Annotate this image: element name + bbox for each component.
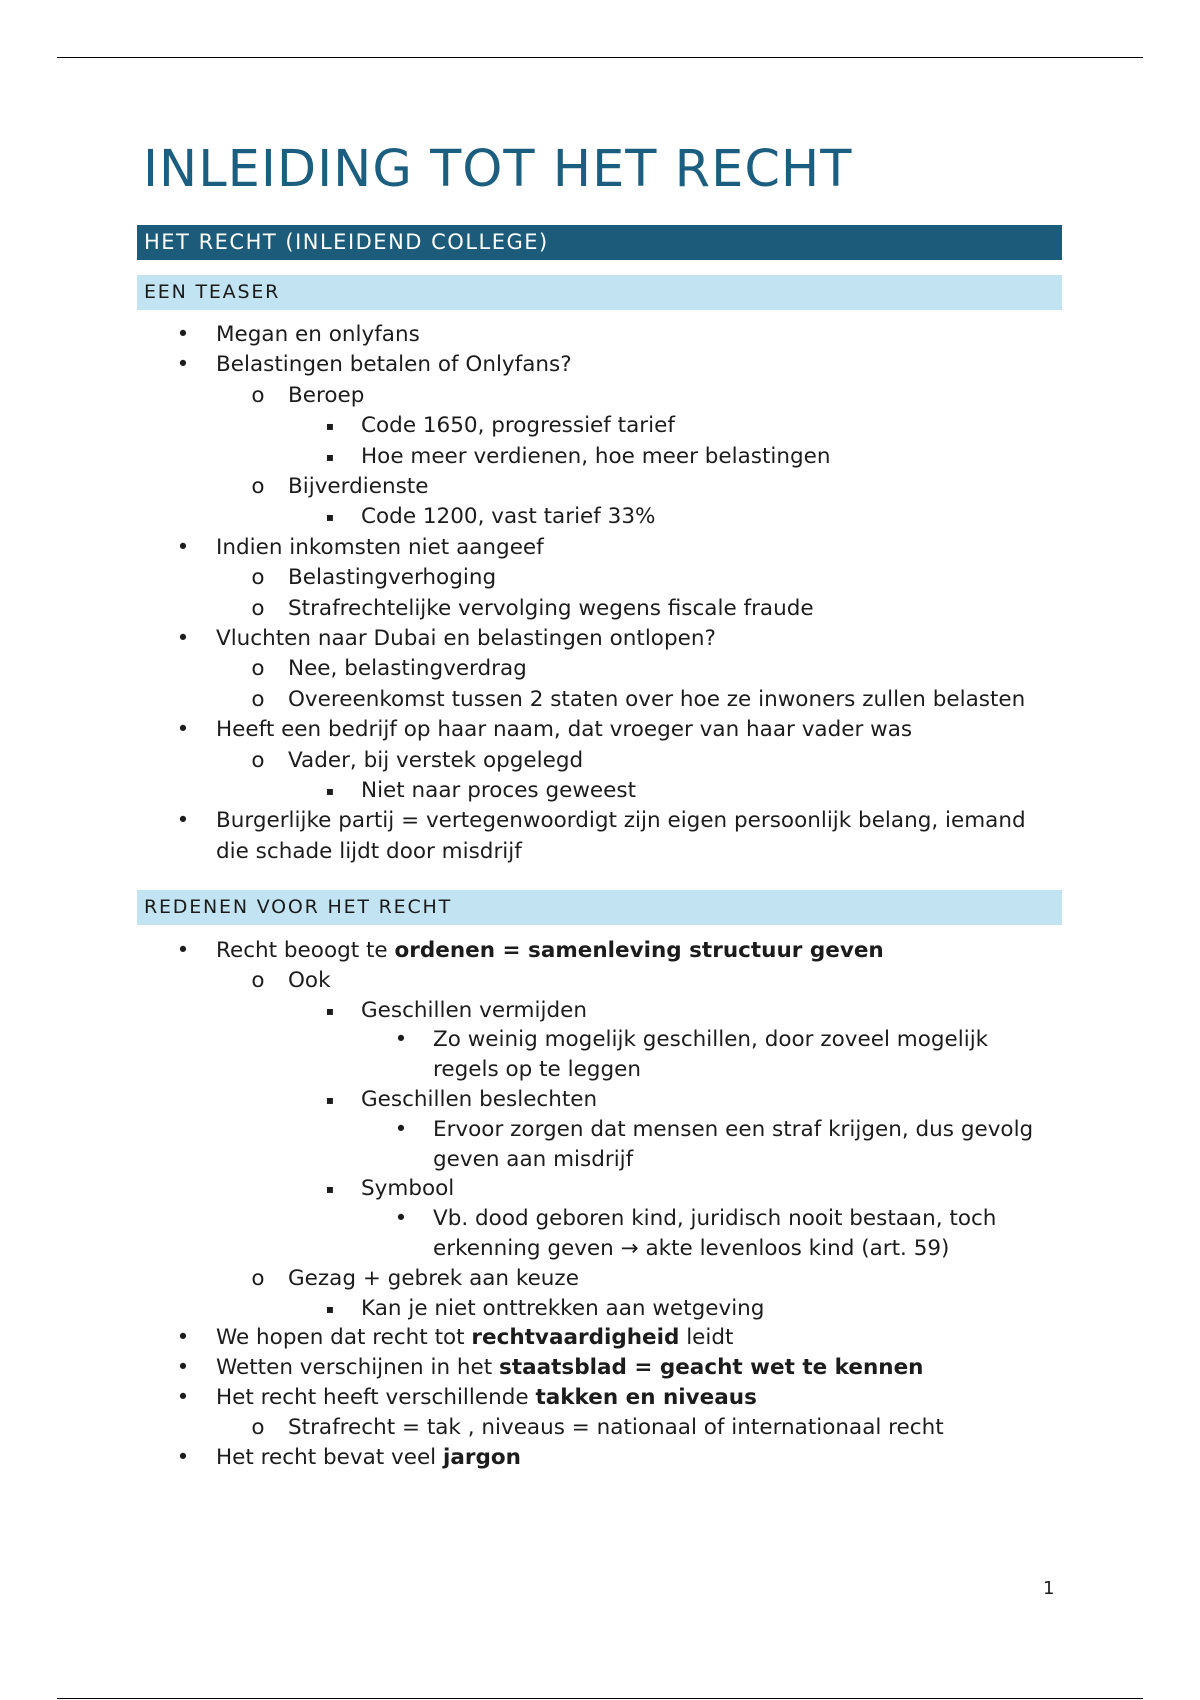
list-item-text: Hoe meer verdienen, hoe meer belastingen [361,443,831,469]
list-item-text: Wetten verschijnen in het staatsblad = geacht wet te kennen [216,1355,924,1381]
bullet-marker: ▪ [325,1003,335,1018]
list-item-text: Vluchten naar Dubai en belastingen ontlopen? [216,626,716,651]
list-item-text: Code 1200, vast tarief 33% [361,504,656,530]
bullet-marker: • [176,322,190,347]
list-item-text: Het recht heeft verschillende takken en niveaus [216,1385,757,1410]
bullet-marker: • [176,717,190,743]
bullet-marker: • [394,1116,408,1142]
bullet-marker: • [176,938,190,963]
list-item-text: Zo weinig mogelijk geschillen, door zoveel mogelijk [433,1027,989,1053]
list-item-text: Ervoor zorgen dat mensen een straf krijgen, dus gevolg [433,1116,1034,1142]
bullet-marker: o [251,686,265,712]
bullet-marker: ▪ [325,1093,335,1107]
bullet-marker: ▪ [325,510,335,525]
bullet-marker: • [176,1325,190,1351]
list-item-text: Beroep [288,382,365,408]
bullet-marker: o [251,565,265,591]
list-item-text: Geschillen vermijden [361,997,587,1023]
bullet-marker: ▪ [325,449,335,464]
section-heading-redenen: REDENEN VOOR HET RECHT [137,890,1062,925]
list-item-text: Strafrecht = tak , niveaus = nationaal of internationaal recht [288,1414,944,1440]
bullet-marker: ▪ [325,784,335,798]
bullet-marker: ▪ [325,1182,335,1197]
list-item-text: Ook [288,967,331,993]
list-item-text: Vb. dood geboren kind, juridisch nooit bestaan, toch [433,1206,997,1232]
header-rule [57,57,1143,58]
bullet-marker: o [251,1414,265,1440]
bullet-marker: • [176,808,190,834]
list-item-text: Megan en onlyfans [216,322,420,347]
bullet-marker: • [394,1027,408,1053]
bullet-marker: ▪ [325,419,335,434]
list-item-text: We hopen dat recht tot rechtvaardigheid leidt [216,1325,734,1351]
list-item-text: geven aan misdrijf [433,1146,634,1172]
list-item-text: erkenning geven → akte levenloos kind (art. 59) [433,1236,950,1261]
bullet-marker: o [251,747,265,773]
bold-term: jargon [443,1444,521,1470]
list-item-text: Het recht bevat veel jargon [216,1444,521,1470]
list-item-text: Vader, bij verstek opgelegd [288,747,584,773]
section-heading-teaser: EEN TEASER [137,275,1062,310]
bullet-marker: o [251,595,265,621]
list-item-text: Strafrechtelijke vervolging wegens fiscale fraude [288,595,814,621]
list-item-text: Symbool [361,1176,455,1202]
list-item-text: Recht beoogt te ordenen = samenleving structuur geven [216,938,884,963]
bullet-marker: • [176,534,190,560]
bullet-marker: o [251,474,265,499]
bullet-marker: • [176,352,190,378]
list-item-text: Nee, belastingverdrag [288,656,527,682]
bullet-marker: • [176,1355,190,1381]
list-item-text: Indien inkomsten niet aangeef [216,534,544,560]
page-number: 1 [1043,1578,1055,1599]
list-item-text: Overeenkomst tussen 2 staten over hoe ze inwoners zullen belasten [288,686,1026,712]
list-item-text: Gezag + gebrek aan keuze [288,1265,579,1291]
bullet-marker: o [251,656,265,682]
footer-rule [57,1698,1143,1699]
bullet-marker: • [176,1444,190,1470]
list-item-text: Belastingverhoging [288,565,497,591]
bold-term: takken en niveaus [535,1385,757,1410]
document-title: INLEIDING TOT HET RECHT [143,140,853,199]
bullet-marker: • [176,1385,190,1410]
bold-term: ordenen = samenleving structuur geven [394,938,884,963]
list-item-text: Niet naar proces geweest [361,778,636,803]
list-item-text: die schade lijdt door misdrijf [216,838,522,864]
list-item-text: Code 1650, progressief tarief [361,413,675,439]
list-item-text: Heeft een bedrijf op haar naam, dat vroeger van haar vader was [216,717,913,743]
list-item-text: Bijverdienste [288,474,429,499]
list-item-text: Geschillen beslechten [361,1087,598,1112]
list-item-text: Burgerlijke partij = vertegenwoordigt zijn eigen persoonlijk belang, iemand [216,808,1026,834]
bullet-marker: • [394,1206,408,1232]
bold-term: staatsblad = geacht wet te kennen [499,1355,924,1381]
bold-term: rechtvaardigheid [471,1325,680,1351]
bullet-marker: o [251,382,265,408]
list-item-text: regels op te leggen [433,1057,641,1083]
bullet-marker: o [251,967,265,993]
bullet-marker: ▪ [325,1301,335,1316]
bullet-marker: o [251,1265,265,1291]
bullet-marker: • [176,626,190,651]
list-item-text: Belastingen betalen of Onlyfans? [216,352,572,378]
heading-1-bar: HET RECHT (INLEIDEND COLLEGE) [137,225,1062,260]
list-item-text: Kan je niet onttrekken aan wetgeving [361,1295,765,1321]
